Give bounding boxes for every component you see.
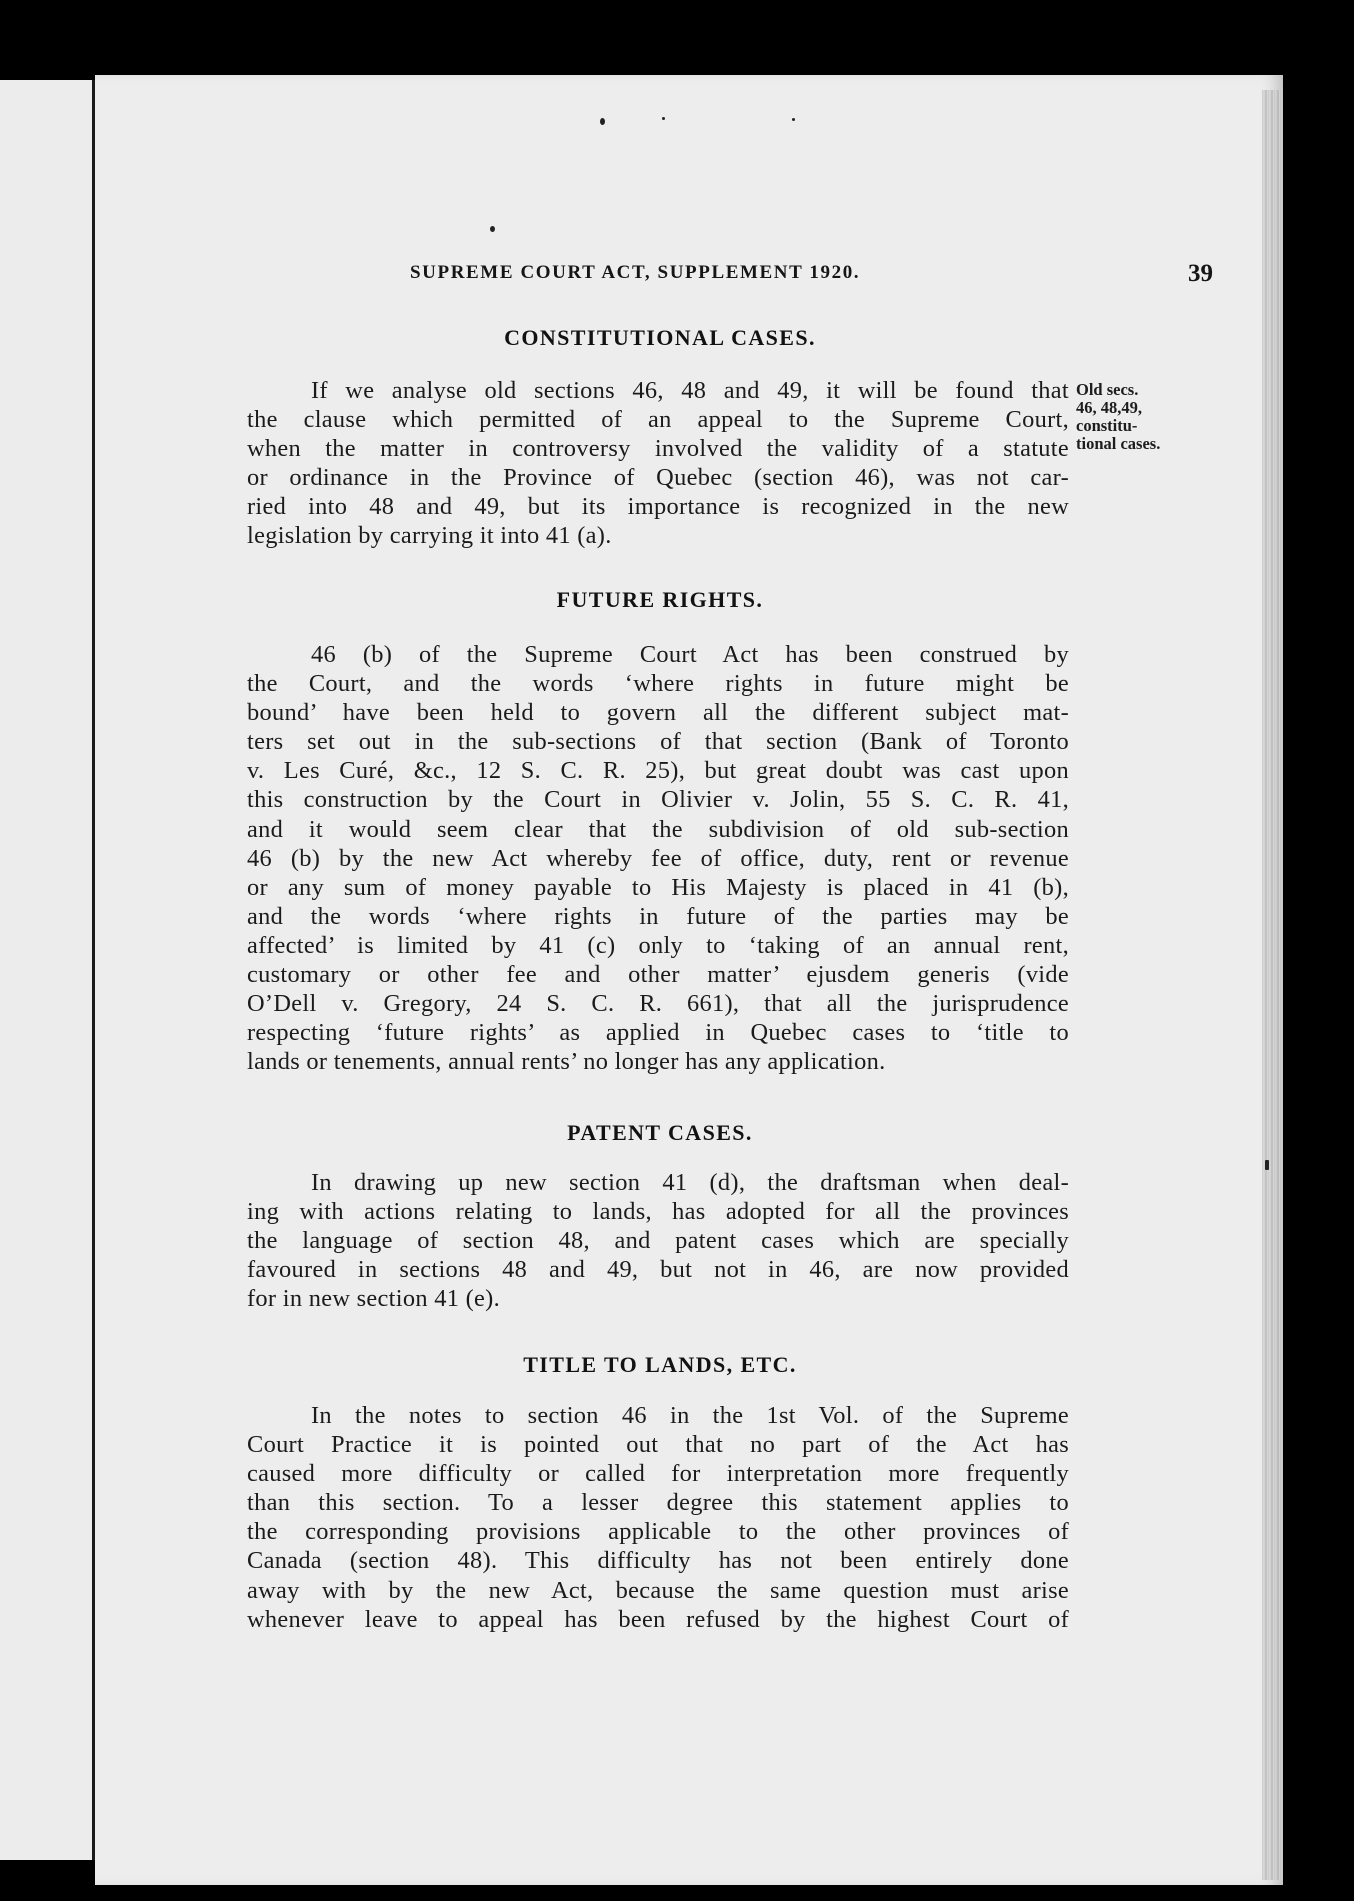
- text-line: caused more difficulty or called for interpretation more frequently: [247, 1460, 1069, 1488]
- scan-speck: [490, 226, 495, 232]
- section-paragraph: [247, 376, 1069, 551]
- text-line: when the matter in controversy involved the validity of a statute: [247, 435, 1069, 463]
- text-line: 46 (b) by the new Act whereby fee of office, duty, rent or revenue: [247, 844, 1069, 872]
- page-edge-shadow: [1262, 90, 1282, 1880]
- text-line: or any sum of money payable to His Majesty is placed in 41 (b),: [247, 873, 1069, 901]
- scan-speck: [792, 118, 795, 121]
- text-line: the language of section 48, and patent cases which are specially: [247, 1227, 1069, 1255]
- scan-speck: [662, 117, 665, 120]
- text-line: the Court, and the words ‘where rights in future might be: [247, 670, 1069, 698]
- section-heading: CONSTITUTIONAL CASES.: [504, 325, 816, 350]
- text-line: ried into 48 and 49, but its importance is recognized in the new: [247, 493, 1069, 521]
- text-line: bound’ have been held to govern all the different subject mat-: [247, 699, 1069, 727]
- text-line: respecting ‘future rights’ as applied in Quebec cases to ‘title to: [247, 1019, 1069, 1047]
- text-line: Court Practice it is pointed out that no part of the Act has: [247, 1431, 1069, 1459]
- text-line: If we analyse old sections 46, 48 and 49, it will be found that: [311, 377, 1069, 404]
- running-head: SUPREME COURT ACT, SUPPLEMENT 1920.: [410, 262, 861, 283]
- text-line: In the notes to section 46 in the 1st Vol. of the Supreme: [311, 1402, 1069, 1429]
- section-paragraph: [247, 1401, 1069, 1634]
- text-line: for in new section 41 (e).: [247, 1285, 500, 1313]
- text-line: customary or other fee and other matter’ ejusdem generis (vide: [247, 961, 1069, 989]
- text-line: than this section. To a lesser degree this statement applies to: [247, 1489, 1069, 1517]
- text-line: whenever leave to appeal has been refused by the highest Court of: [247, 1605, 1069, 1633]
- text-line: In drawing up new section 41 (d), the draftsman when deal-: [311, 1169, 1069, 1196]
- text-line: affected’ is limited by 41 (c) only to ‘taking of an annual rent,: [247, 931, 1069, 959]
- facing-page-edge: [0, 80, 95, 1860]
- margin-note-line: tional cases.: [1076, 434, 1161, 453]
- text-line: away with by the new Act, because the same question must arise: [247, 1576, 1069, 1604]
- text-line: or ordinance in the Province of Quebec (section 46), was not car-: [247, 464, 1069, 492]
- scan-speck: [600, 118, 605, 125]
- text-line: lands or tenements, annual rents’ no longer has any application.: [247, 1048, 886, 1076]
- margin-note-line: Old secs.: [1076, 380, 1139, 399]
- page-number: 39: [1188, 260, 1213, 287]
- text-line: ters set out in the sub-sections of that section (Bank of Toronto: [247, 728, 1069, 756]
- text-line: v. Les Curé, &c., 12 S. C. R. 25), but great doubt was cast upon: [247, 757, 1069, 785]
- margin-note: [1076, 381, 1160, 453]
- text-line: the corresponding provisions applicable to the other provinces of: [247, 1518, 1069, 1546]
- scan-speck: [1265, 1160, 1269, 1170]
- text-line: Canada (section 48). This difficulty has not been entirely done: [247, 1547, 1069, 1575]
- text-line: the clause which permitted of an appeal to the Supreme Court,: [247, 406, 1069, 434]
- section-heading: PATENT CASES.: [567, 1120, 753, 1145]
- text-line: legislation by carrying it into 41 (a).: [247, 522, 612, 550]
- text-line: 46 (b) of the Supreme Court Act has been construed by: [311, 641, 1069, 668]
- text-line: and the words ‘where rights in future of the parties may be: [247, 902, 1069, 930]
- section-paragraph: [247, 640, 1069, 1076]
- margin-note-line: 46, 48,49,: [1076, 398, 1142, 417]
- margin-note-line: constitu-: [1076, 416, 1138, 435]
- section-heading: TITLE TO LANDS, ETC.: [523, 1352, 797, 1377]
- text-line: favoured in sections 48 and 49, but not in 46, are now provided: [247, 1256, 1069, 1284]
- text-line: this construction by the Court in Olivier v. Jolin, 55 S. C. R. 41,: [247, 786, 1069, 814]
- text-line: O’Dell v. Gregory, 24 S. C. R. 661), that all the jurisprudence: [247, 990, 1069, 1018]
- text-line: and it would seem clear that the subdivision of old sub-section: [247, 815, 1069, 843]
- section-paragraph: [247, 1168, 1069, 1313]
- section-heading: FUTURE RIGHTS.: [556, 587, 764, 612]
- text-line: ing with actions relating to lands, has adopted for all the provinces: [247, 1198, 1069, 1226]
